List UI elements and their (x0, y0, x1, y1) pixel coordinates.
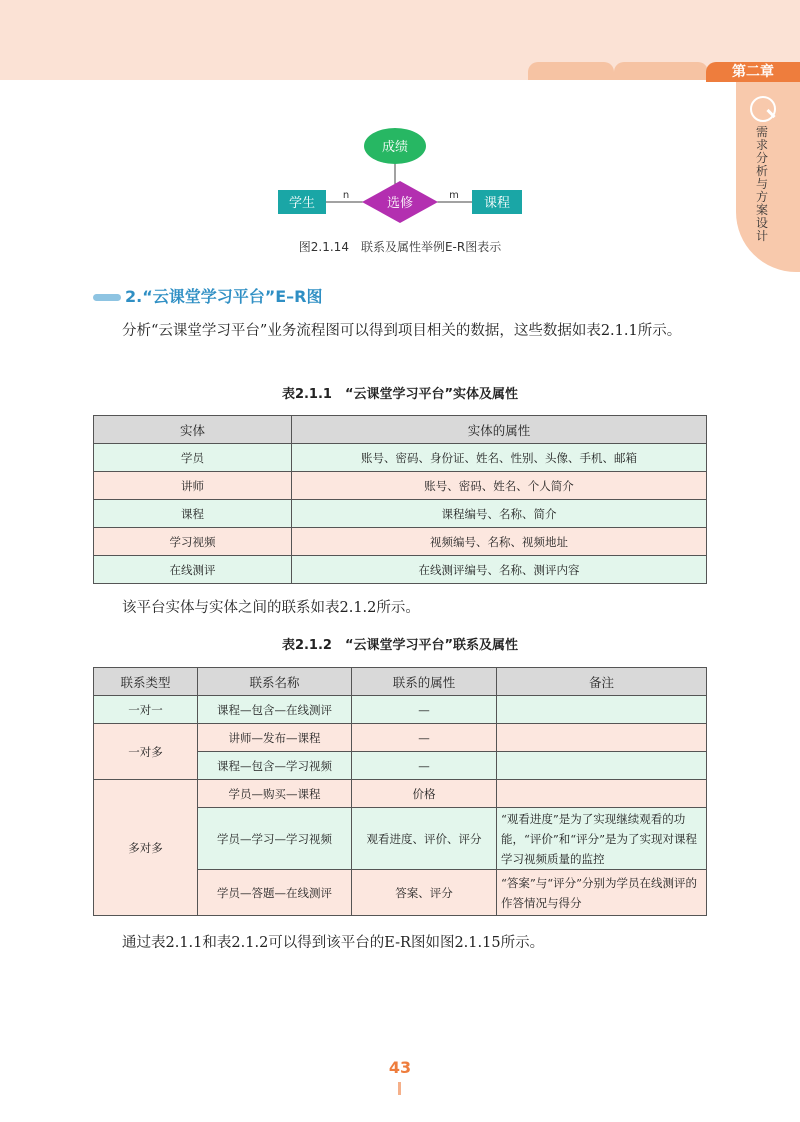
figure-caption: 图2.1.14 联系及属性举例E-R图表示 (298, 240, 502, 254)
table-row (94, 528, 707, 556)
table-cell: 答案、评分 (352, 870, 497, 916)
table-cell: 课程—包含—学习视频 (198, 752, 352, 780)
table-cell: 学员 (94, 444, 292, 472)
cardinality-left: n (342, 190, 350, 201)
entity-student (278, 190, 326, 214)
paragraph: 分析“云课堂学习平台”业务流程图可以得到项目相关的数据，这些数据如表2.1.1所示。 (122, 323, 682, 339)
table-row (94, 724, 707, 752)
table-header: 备注 (497, 668, 707, 696)
table-row (94, 472, 707, 500)
table1-caption: 表2.1.1 “云课堂学习平台”实体及属性 (281, 387, 519, 402)
table-cell: 课程—包含—在线测评 (198, 696, 352, 724)
relation-label: 选修 (386, 196, 414, 211)
table-header: 实体 (94, 416, 292, 444)
section-heading (93, 284, 323, 307)
attribute-ellipse (364, 128, 426, 164)
table-cell: 学习视频 (94, 528, 292, 556)
table-cell (497, 780, 707, 808)
table-cell: 学员—答题—在线测评 (198, 870, 352, 916)
relationship-diamond (362, 181, 438, 223)
table-cell: 讲师 (94, 472, 292, 500)
attribute-label: 成绩 (381, 140, 409, 155)
er-diagram (270, 126, 530, 226)
table2-caption: 表2.1.2 “云课堂学习平台”联系及属性 (281, 638, 519, 653)
table-cell: 学员—学习—学习视频 (198, 808, 352, 870)
header-tab-decor (528, 62, 614, 80)
table-cell: 观看进度、评价、评分 (352, 808, 497, 870)
table-cell: — (352, 752, 497, 780)
table-row (94, 444, 707, 472)
table-cell: 在线测评 (94, 556, 292, 584)
side-chapter-title: 需求分析与方案设计 (755, 125, 768, 243)
table-cell (497, 696, 707, 724)
entity-right-label: 课程 (483, 196, 511, 211)
table-row (94, 556, 707, 584)
entity-left-label: 学生 (288, 196, 316, 211)
note-cell: “答案”与“评分”分别为学员在线测评的作答情况与得分 (497, 870, 707, 916)
paragraph: 该平台实体与实体之间的联系如表2.1.2所示。 (122, 600, 420, 616)
header-tab-decor (614, 62, 708, 80)
table-cell: 讲师—发布—课程 (198, 724, 352, 752)
table-cell: — (352, 724, 497, 752)
table-row (94, 500, 707, 528)
table-row (94, 780, 707, 808)
section-title: 2.“云课堂学习平台”E–R图 (125, 287, 323, 306)
search-icon (750, 96, 776, 122)
paragraph: 通过表2.1.1和表2.1.2可以得到该平台的E-R图如图2.1.15所示。 (122, 935, 545, 951)
table-header: 联系名称 (198, 668, 352, 696)
table-row (94, 696, 707, 724)
table-cell: — (352, 696, 497, 724)
page-number-tick (398, 1082, 401, 1095)
table-cell: 学员—购买—课程 (198, 780, 352, 808)
page-number: 43 (388, 1058, 412, 1077)
table-header: 实体的属性 (292, 416, 707, 444)
relation-type-cell: 一对多 (94, 724, 198, 780)
table-cell: 课程 (94, 500, 292, 528)
entity-course (472, 190, 522, 214)
note-cell: “观看进度”是为了实现继续观看的功能，“评价”和“评分”是为了实现对课程学习视频质量的监控 (497, 808, 707, 870)
heading-bar (93, 294, 121, 301)
table-header: 联系类型 (94, 668, 198, 696)
entity-table (93, 415, 707, 584)
relationship-table (93, 667, 707, 916)
table-cell: 账号、密码、姓名、个人简介 (292, 472, 707, 500)
table-cell: 价格 (352, 780, 497, 808)
chapter-tab[interactable]: 第二章 (706, 62, 800, 82)
table-cell: 账号、密码、身份证、姓名、性别、头像、手机、邮箱 (292, 444, 707, 472)
table-header: 联系的属性 (352, 668, 497, 696)
table-cell (497, 752, 707, 780)
table-cell: 课程编号、名称、简介 (292, 500, 707, 528)
table-cell: 在线测评编号、名称、测评内容 (292, 556, 707, 584)
relation-type-cell: 多对多 (94, 780, 198, 916)
cardinality-right: m (449, 190, 459, 201)
relation-type-cell: 一对一 (94, 696, 198, 724)
table-cell: 视频编号、名称、视频地址 (292, 528, 707, 556)
table-cell (497, 724, 707, 752)
